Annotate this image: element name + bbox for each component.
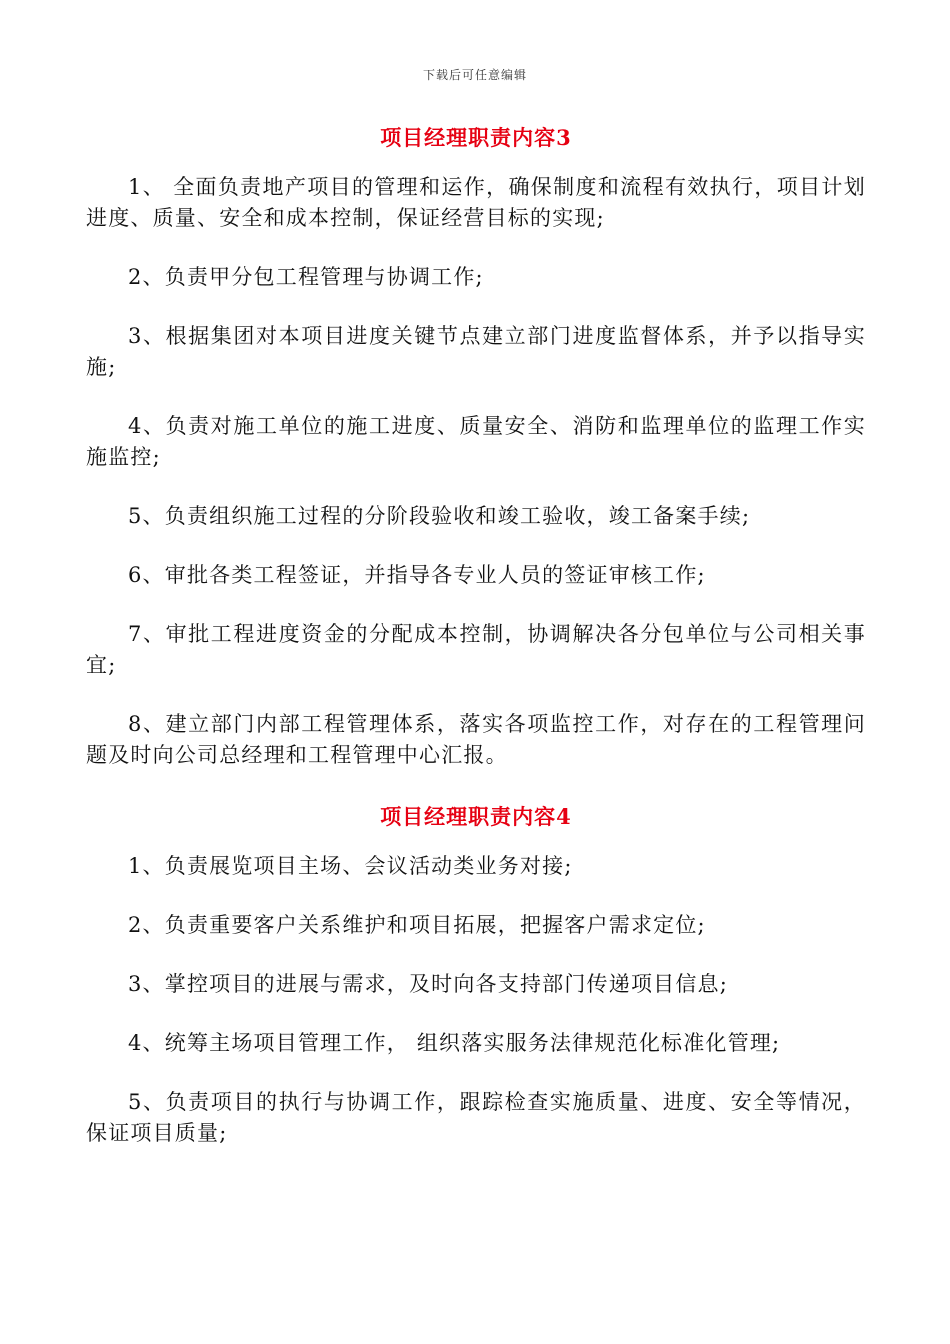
section-title: 项目经理职责内容3 [380,125,572,150]
list-item: 1、负责展览项目主场、会议活动类业务对接; [128,854,573,878]
list-item: 1、 全面负责地产项目的管理和运作，确保制度和流程有效执行，项目计划进度、质量、安全和成本控制，保证经营目标的实现; [86,175,866,230]
list-item: 6、审批各类工程签证，并指导各专业人员的签证审核工作; [128,563,706,587]
list-item: 3、根据集团对本项目进度关键节点建立部门进度监督体系，并予以指导实施; [86,324,866,379]
list-item: 3、掌控项目的进展与需求，及时向各支持部门传递项目信息; [128,972,729,996]
list-item: 8、建立部门内部工程管理体系，落实各项监控工作，对存在的工程管理问题及时向公司总经理和工程管理中心汇报。 [86,712,866,767]
section-3 [86,118,866,771]
list-item: 4、统筹主场项目管理工作， 组织落实服务法律规范化标准化管理; [128,1031,781,1055]
header-note: 下载后可任意编辑 [422,68,527,82]
section-title: 项目经理职责内容4 [380,804,572,829]
document-body [86,118,866,1177]
section-4 [86,797,866,1149]
list-item: 7、审批工程进度资金的分配成本控制，协调解决各分包单位与公司相关事宜; [86,622,866,677]
list-item: 5、负责组织施工过程的分阶段验收和竣工验收，竣工备案手续; [128,504,751,528]
list-item: 2、负责甲分包工程管理与协调工作; [128,265,484,289]
list-item: 4、负责对施工单位的施工进度、质量安全、消防和监理单位的监理工作实施监控; [86,414,866,469]
list-item: 5、负责项目的执行与协调工作，跟踪检查实施质量、进度、安全等情况，保证项目质量; [86,1090,866,1145]
list-item: 2、负责重要客户关系维护和项目拓展，把握客户需求定位; [128,913,706,937]
